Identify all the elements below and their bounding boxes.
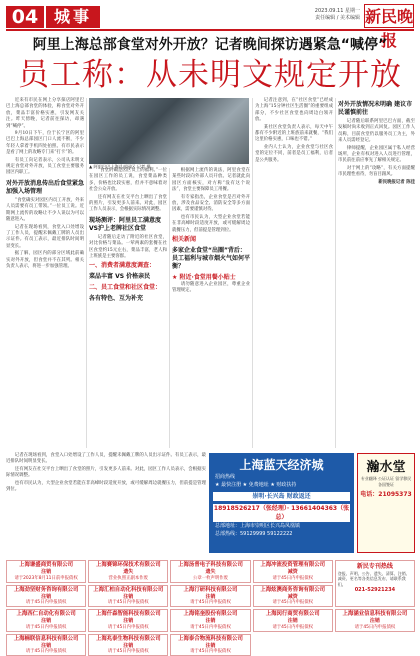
company-name: 上海铭奎股份有限公司 — [171, 611, 249, 618]
date-line: 2023.09.11 星期一 — [315, 8, 360, 15]
column-divider — [86, 98, 87, 448]
notice-type: 注销 — [7, 569, 85, 576]
hotline-phone: 021-52921234 — [338, 587, 412, 594]
notice-detail: 请于45日内申报债权 — [89, 649, 167, 655]
notice-detail: 请于45日内申报债权 — [171, 625, 249, 631]
notice-type: 注销 — [89, 643, 167, 650]
ad-phone: 电话：21095373 — [358, 491, 414, 499]
notice-type: 注销 — [171, 643, 249, 650]
related-news-heading: 相关新闻 — [172, 235, 250, 244]
tips-heading: ★ 附近·食堂用餐小贴士 — [172, 273, 250, 282]
paragraph: 有专家指出，企业食堂是否对外开放，涉及食品安全、消防安全等多方面因素，需要谨慎对待。 — [172, 195, 250, 214]
paragraph: 还有网友在社交平台上晒出了食堂的照片，引发更多人前来。对此，园区工作人员表示，会根据实际情况调整。 — [89, 195, 167, 214]
list-item: 菜品丰富 VS 价格亲民 — [89, 273, 167, 281]
notice-type: 注销 — [7, 594, 85, 601]
paragraph: 某社区食堂负责人表示，每天中午都有不少附近的上班族前来就餐，“我们这里价格实惠，口味也不错。” — [255, 125, 333, 144]
notice-detail: 请于45日内申报债权 — [7, 600, 85, 606]
company-name: 上海涵业信息科技有限公司 — [336, 611, 414, 618]
header-meta — [315, 8, 360, 22]
newspaper-logo: 新民晚报 — [364, 4, 414, 28]
notice-type: 注销 — [7, 618, 85, 625]
ad-phone: 18918526217（张经理）· 13661404363（张总） — [213, 504, 350, 522]
notice-detail: 请于45日内申报债权 — [336, 625, 414, 631]
paragraph: 对于网上的“攻略”，有关方面提醒市民理性看待，勿盲目跟风。 — [338, 166, 415, 179]
paragraph: 记者随后联系阿里巴巴方面，截至发稿时尚未收到正式回复。园区工作人员称，目前食堂仍以服务员工为主，外来人员需经登记。 — [338, 119, 415, 145]
subheading: 现场测评：阿里员工满意度VS沪上老牌社区食堂 — [89, 217, 167, 233]
ad-phone-2: 总部热线：59129999 59122222 — [209, 530, 354, 538]
notice-detail: 请于45日内申报债权 — [254, 625, 332, 631]
column-divider — [252, 98, 253, 448]
notice-type: 注销 — [89, 618, 167, 625]
notice-detail: 请于45日内申报债权 — [171, 649, 249, 655]
article-column-3 — [172, 168, 250, 448]
notice-cell — [253, 585, 333, 608]
ad-title: 瀚水堂 — [358, 460, 414, 476]
notice-detail: 请于45日内申报债权 — [7, 649, 85, 655]
company-name: 上海汤普电子科技有限公司 — [171, 562, 249, 569]
main-title: 员工称：从未明文规定开放 — [6, 56, 414, 94]
headline: 阿里上海总部食堂对外开放？记者晚间探访遇紧急“喊停” — [6, 36, 414, 54]
ad-line: ★ 最快注册 ★ 免费地址 ★ 财政扶持 — [209, 481, 354, 489]
notice-cell — [6, 585, 86, 608]
notice-detail: 请于45日内申报债权 — [254, 576, 332, 582]
section-title: 城事 — [46, 6, 100, 28]
notice-detail: 请于45日内申报债权 — [7, 625, 85, 631]
list-item: 各有特色、互为补充 — [89, 295, 167, 303]
subheading: 对外开放情况未明确 建议市民谨慎前往 — [338, 101, 415, 117]
column-divider — [335, 98, 336, 448]
article-column-5 — [338, 98, 415, 448]
company-name: 上海闵行商贸有限公司 — [254, 611, 332, 618]
related-news-title[interactable]: 多家企业食堂“出圈”背后：员工福利与城市烟火气如何平衡？ — [172, 247, 250, 271]
company-name: 上海赛锦环保技术有限公司 — [89, 562, 167, 569]
notice-detail: 公章一枚声明作废 — [171, 576, 249, 582]
company-name: 上海兆泰生物科技有限公司 — [89, 636, 167, 643]
subheading: 对外开放消息传出后食堂紧急加强入场管理 — [6, 180, 84, 196]
article-column-1 — [6, 98, 84, 448]
paragraph: “食堂确实对园区内员工开放，外来人员需要有员工带领。”一位员工说。近期网上流传的攻略让不少人误以为可以随意进入。 — [6, 198, 84, 224]
company-name: 上海汀研科技有限公司 — [171, 587, 249, 594]
notice-cell — [253, 609, 333, 632]
notice-cell — [6, 609, 86, 632]
page-number: 04 — [6, 6, 44, 28]
company-name: 上海泰合物流科技有限公司 — [171, 636, 249, 643]
notice-cell — [88, 560, 168, 583]
hotline-title: 新民专刊热线 — [338, 563, 412, 571]
notice-detail: 请于45日内申报债权 — [171, 600, 249, 606]
notice-type: 遗失 — [171, 569, 249, 576]
notice-detail: 营业执照正副本作废 — [89, 576, 167, 582]
notice-type: 减资 — [254, 569, 332, 576]
notice-type: 注销 — [7, 643, 85, 650]
column-divider — [169, 168, 170, 448]
paragraph: 近来有市民在网上分享探店阿里巴巴上海总部食堂的体验，称食堂对外开放，菜品丰富价格实惠，引发网友关注。昨天傍晚，记者前往探访，却遇到“喊停”。 — [6, 98, 84, 130]
company-name: 上海西仁自动化有限公司 — [7, 611, 85, 618]
ad-address: 总部地址：上海市崇明区长兴岛凤凰镇 — [209, 522, 354, 530]
ad-lantian-economic-city[interactable] — [209, 453, 354, 553]
notice-detail: 请于2023年8月11日前申报债权 — [7, 576, 85, 582]
paragraph: 根据网上流传的说法，阿里食堂在某些时段向外部人员开放。记者就此向园区方面核实，对方称“没有这个说法”，食堂主要保障员工用餐。 — [172, 168, 250, 194]
ad-services: 专业翻译 公证认证 留学移民 各国签证 — [358, 476, 414, 488]
notice-cell — [88, 585, 168, 608]
notice-type: 注销 — [171, 594, 249, 601]
company-name: 上海仟森智能科技有限公司 — [89, 611, 167, 618]
notice-cell — [6, 560, 86, 583]
paragraph: 记者在现场看到，食堂入口处增设了工作人员，提醒未佩戴工牌的人员出示证件。有员工表示，最近排队时间明显变长。 — [6, 225, 84, 251]
notice-type: 减资 — [254, 594, 332, 601]
notice-type: 注销 — [89, 594, 167, 601]
notice-detail: 请于45日内申报债权 — [254, 600, 332, 606]
notice-type: 注销 — [171, 618, 249, 625]
ad-band: 崇明·长兴岛 财政返还 — [213, 492, 350, 501]
notice-grid — [6, 560, 415, 636]
paragraph: 记者随后走访了附近的社区食堂，对比价格与菜品。一荤两素的套餐在社区食堂约15元左右，菜品丰富，老人和上班族是主要客群。 — [89, 235, 167, 261]
notice-cell — [170, 634, 250, 656]
notice-cell — [253, 560, 333, 583]
paragraph: 据了解，园区内的部分区域此前确实对外开放，但食堂并不在其列。相关负责人表示，将进一步加强管理。 — [6, 251, 84, 270]
paragraph: “食堂的确是园区员工的福利。”一位在园区工作的员工说，食堂菜品种类多，价格也比较实惠，但并不意味着对社会公众开放。 — [89, 168, 167, 194]
paragraph: 律师提醒，企业园区属于私人经营场所，企业有权对进入人员进行管理，市民前往前应事先了解相关规定。 — [338, 146, 415, 165]
paragraph: 请勿随意进入企业园区，尊重企业管理规定。 — [172, 282, 250, 295]
byline: 新民晚报记者 陈佳 — [338, 180, 415, 186]
notice-cell — [335, 609, 415, 632]
notice-cell — [170, 609, 250, 632]
notice-cell — [170, 585, 250, 608]
company-name: 上海炫澳商务咨询有限公司 — [254, 587, 332, 594]
header-rule — [6, 29, 414, 31]
company-name: 上海汇柏自动化科技有限公司 — [89, 587, 167, 594]
list-item: 一、消费者满意度调查： — [89, 261, 167, 270]
paragraph: 9月10日下午，位于长宁区的阿里巴巴上海总部园区门口人流不断，不少年轻人拿着手机四处拍照。有市民表示是看了网上的攻略专门来“打卡”的。 — [6, 131, 84, 157]
paragraph: 也有市民认为，大型企业食堂若能在非高峰时段适度开放，或可缓解周边就餐压力，但前提是管理到位。 — [172, 215, 250, 234]
company-name: 上海楠联信息科技有限公司 — [7, 636, 85, 643]
notice-type: 遗失 — [89, 569, 167, 576]
paragraph: 业内人士认为，企业食堂与社区食堂的定位不同，前者是员工福利，后者是公共服务。 — [255, 145, 333, 164]
notice-detail: 请于45日内申报债权 — [89, 600, 167, 606]
ad-title: 上海蓝天经济城 — [209, 457, 354, 473]
notice-cell — [170, 560, 250, 583]
article-column-4 — [255, 98, 333, 448]
company-name: 上海冲流投资管理有限公司 — [254, 562, 332, 569]
notice-type: 注销 — [336, 618, 414, 625]
paragraph: 记者注意到，在“社区食堂”已经成为上海“15分钟社区生活圈”的重要组成部分，不少社区食堂也向周边白领开放。 — [255, 98, 333, 124]
hotline-text: 登报、声明、公告、遗失、清算、注销、减资、更名等各类信息发布，请联系我们。 — [338, 571, 412, 587]
ad-line: 招商热线 — [209, 473, 354, 481]
company-name: 上海谦盛商贸有限公司 — [7, 562, 85, 569]
notice-cell — [88, 609, 168, 632]
notice-detail: 请于45日内申报债权 — [89, 625, 167, 631]
notice-cell — [6, 634, 86, 656]
news-hotline-box — [335, 560, 415, 607]
notice-cell — [88, 634, 168, 656]
paragraph: 还有网友在社交平台上晒出了食堂的照片，引发更多人前来。对此，园区工作人员表示，会根据实际情况调整。 — [6, 467, 206, 480]
article-photo — [89, 98, 249, 164]
editor-line: 责任编辑 / 美术编辑 — [315, 15, 360, 22]
company-name: 上海劲坚财务咨询有限公司 — [7, 587, 85, 594]
article-column-2 — [89, 168, 167, 448]
ad-hanshuitang[interactable] — [357, 453, 415, 553]
paragraph: 有员工向记者表示，公司从未明文规定食堂对外开放，员工食堂主要服务园区内职工。 — [6, 158, 84, 177]
article-continued — [6, 453, 206, 553]
paragraph: 记者在现场看到，食堂入口处增设了工作人员，提醒未佩戴工牌的人员出示证件。有员工表示，最近排队时间明显变长。 — [6, 453, 206, 466]
notice-type: 注销 — [254, 618, 332, 625]
paragraph: 也有市民认为，大型企业食堂若能在非高峰时段适度开放，或可缓解周边就餐压力，但前提是管理到位。 — [6, 481, 206, 494]
photo-caption: ▲ 阿里巴巴上海总部园区 记者 摄 — [89, 164, 249, 170]
list-item: 二、员工食堂和社区食堂： — [89, 283, 167, 292]
